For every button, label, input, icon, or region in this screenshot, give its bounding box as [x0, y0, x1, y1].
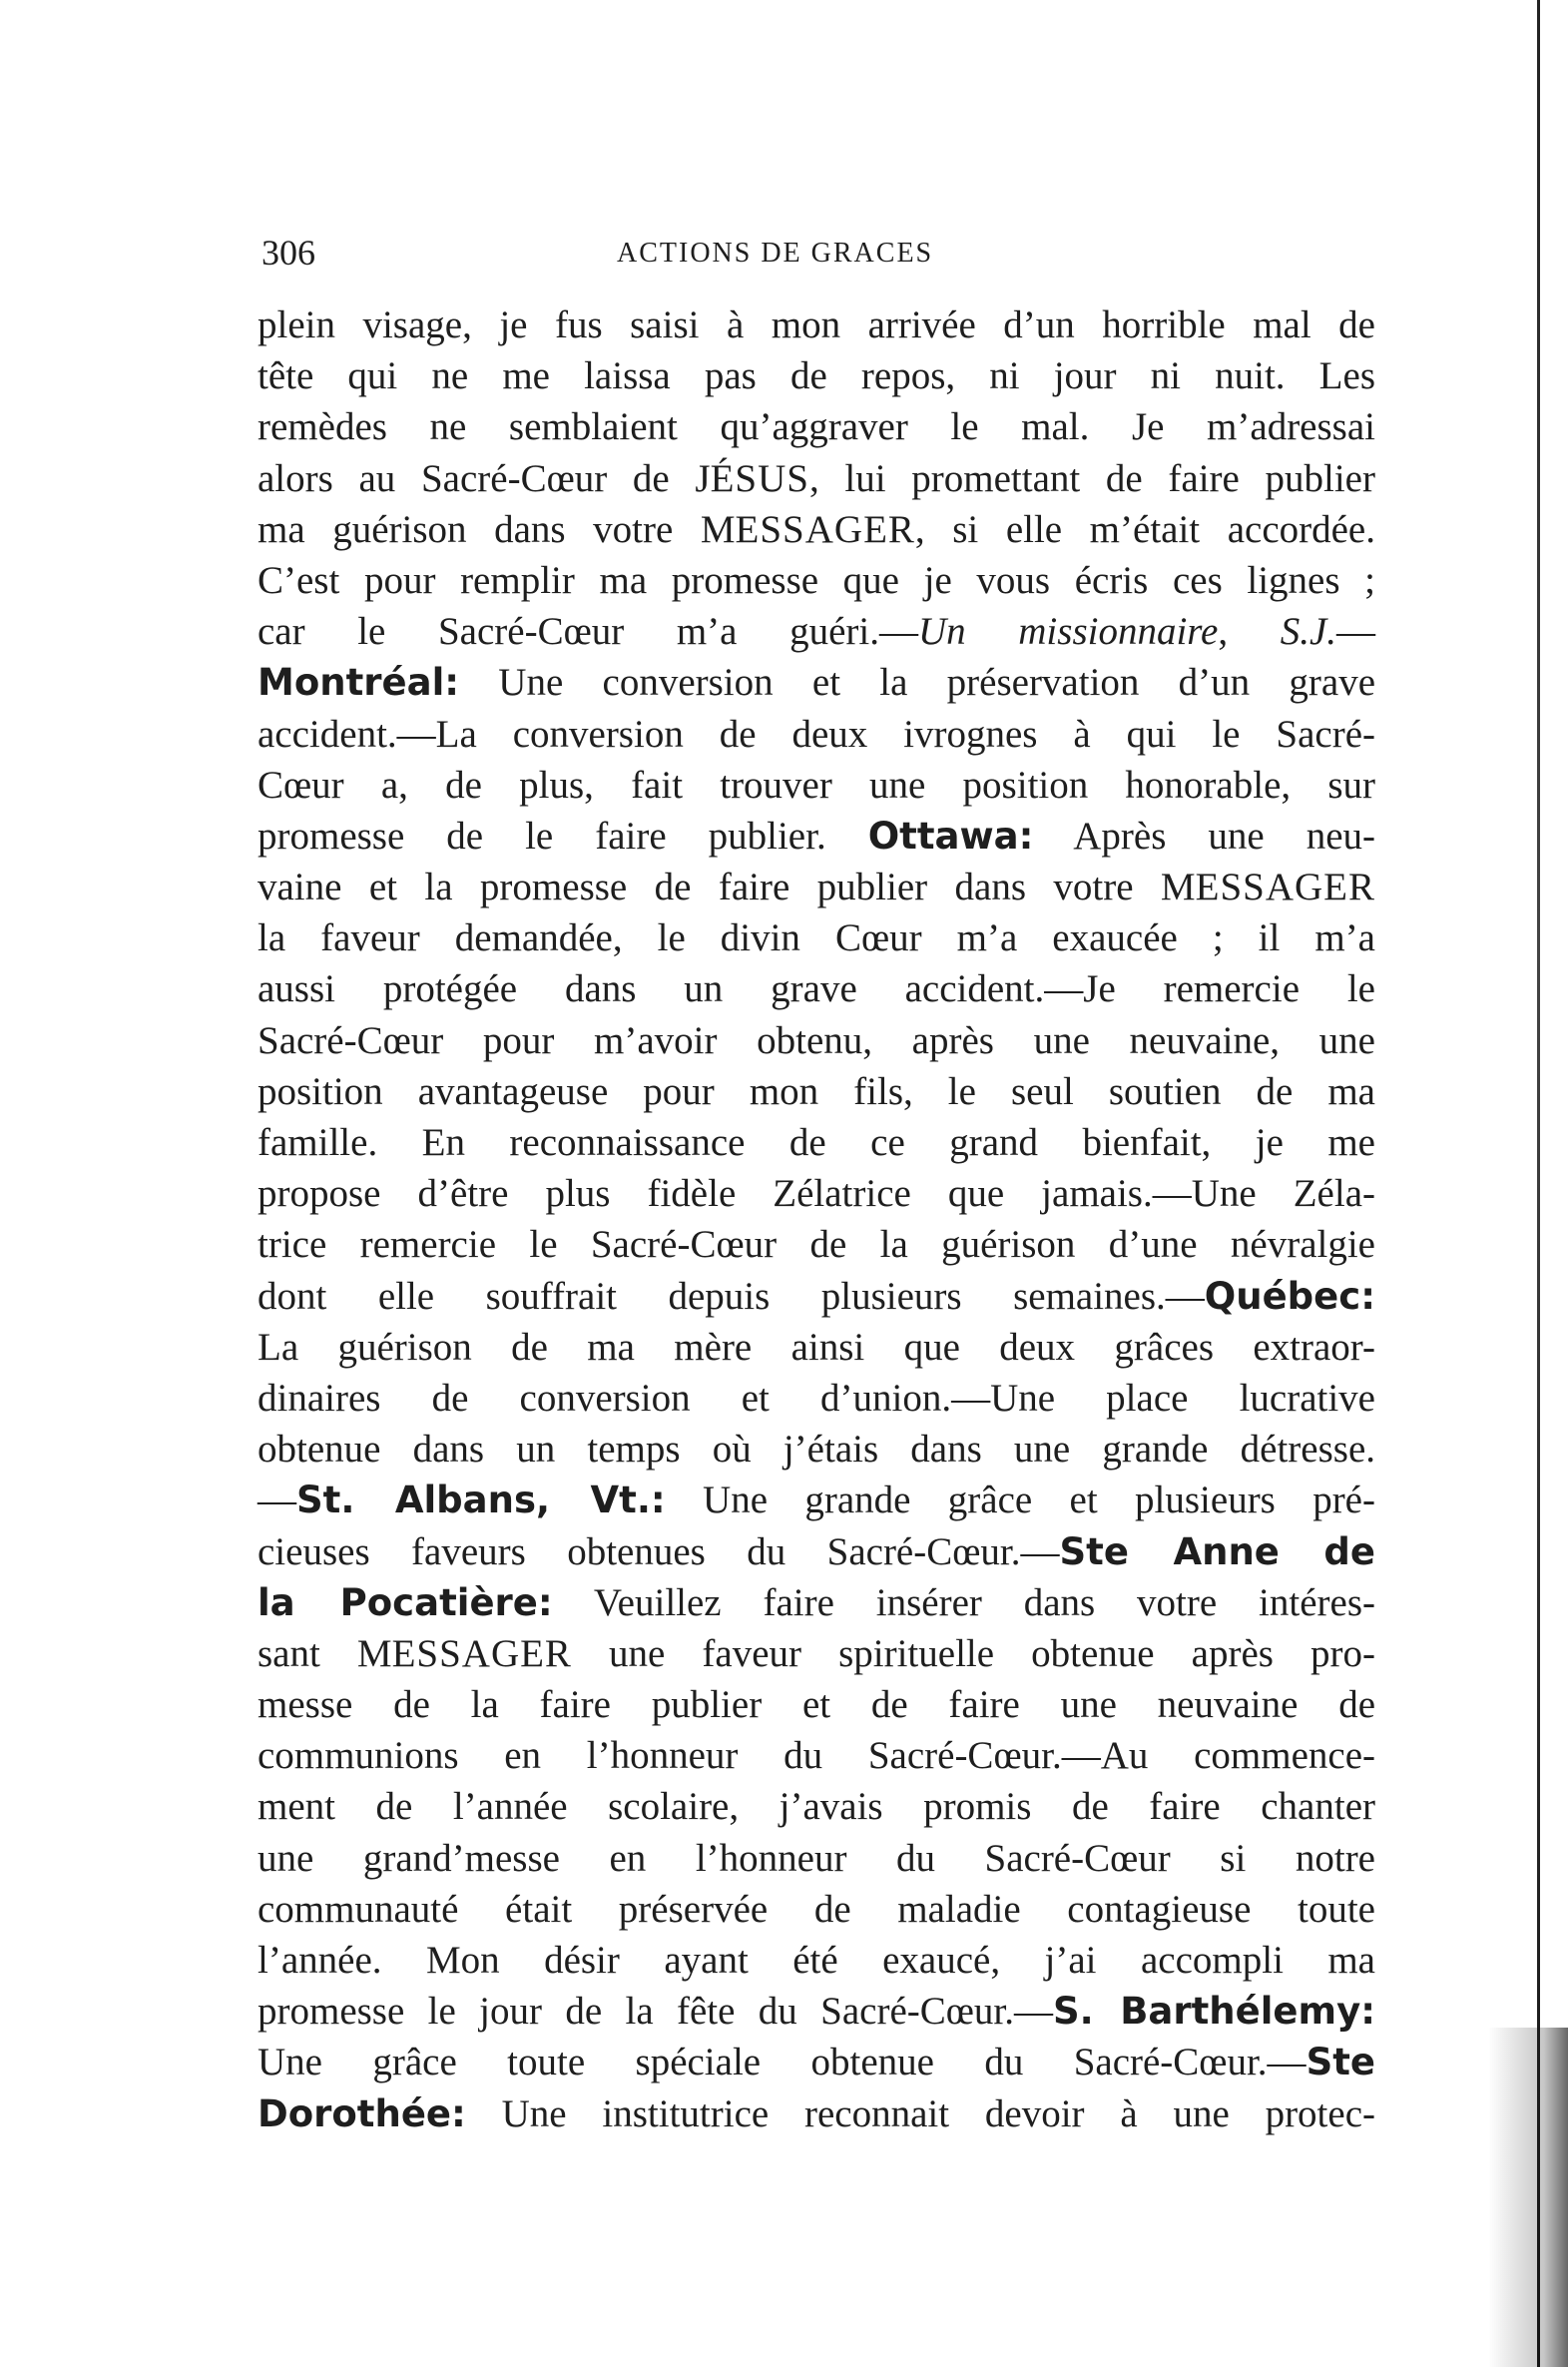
text-line: famille. En reconnaissance de ce grand bienfait, je me [258, 1121, 1375, 1164]
text-line: position avantageuse pour mon fils, le seul soutien de ma [258, 1069, 1375, 1113]
text-line: Une grâce toute spéciale obtenue du Sacré-Cœur.—Ste [258, 2041, 1375, 2084]
page-header [261, 232, 1379, 282]
place-heading: St. Albans, Vt.: [296, 1479, 666, 1522]
text-line: ment de l’année scolaire, j’avais promis de faire chanter [258, 1785, 1375, 1829]
page-edge [1537, 0, 1540, 2367]
page-number: 306 [261, 233, 315, 273]
text-line: plein visage, je fus saisi à mon arrivée d’un horrible mal de [258, 303, 1375, 346]
text-line: accident.—La conversion de deux ivrognes à qui le Sacré- [258, 712, 1375, 756]
text-line: messe de la faire publier et de faire une neuvaine de [258, 1683, 1375, 1727]
text-line: La guérison de ma mère ainsi que deux grâces extraor- [258, 1325, 1375, 1369]
text-line: trice remercie le Sacré-Cœur de la guérison d’une névralgie [258, 1223, 1375, 1267]
text-line: propose d’être plus fidèle Zélatrice que jamais.—Une Zéla- [258, 1172, 1375, 1216]
text-line: tête qui ne me laissa pas de repos, ni jour ni nuit. Les [258, 354, 1375, 398]
text-line: promesse le jour de la fête du Sacré-Cœur.—S. Barthélemy: [258, 1990, 1375, 2034]
text-line: —St. Albans, Vt.: Une grande grâce et plusieurs pré- [258, 1479, 1375, 1522]
running-title: ACTIONS DE GRACES [617, 238, 934, 269]
text-line: l’année. Mon désir ayant été exaucé, j’ai accompli ma [258, 1939, 1375, 1982]
text-line: ma guérison dans votre MESSAGER, si elle m’était accordée. [258, 507, 1375, 551]
page-edge-shadow [1488, 2028, 1568, 2367]
text-line: alors au Sacré-Cœur de JÉSUS, lui promettant de faire publier [258, 456, 1375, 500]
text-line: remèdes ne semblaient qu’aggraver le mal. Je m’adressai [258, 405, 1375, 449]
text-line: cieuses faveurs obtenues du Sacré-Cœur.—Ste Anne de [258, 1529, 1375, 1573]
text-line: la Pocatière: Veuillez faire insérer dans votre intéres- [258, 1580, 1375, 1624]
body-text [258, 299, 1375, 2139]
place-heading: Ste [1306, 2041, 1375, 2084]
text-line: Montréal: Une conversion et la préservation d’un grave [258, 661, 1375, 705]
place-heading: S. Barthélemy: [1053, 1990, 1375, 2034]
text-line: Cœur a, de plus, fait trouver une position honorable, sur [258, 763, 1375, 807]
text-line: Sacré-Cœur pour m’avoir obtenu, après une neuvaine, une [258, 1018, 1375, 1062]
place-heading: Ottawa: [867, 814, 1034, 858]
text-line: vaine et la promesse de faire publier dans votre MESSAGER [258, 866, 1375, 909]
text-line: obtenue dans un temps où j’étais dans une grande détresse. [258, 1428, 1375, 1472]
text-line: une grand’messe en l’honneur du Sacré-Cœur si notre [258, 1836, 1375, 1880]
text-line: promesse de le faire publier. Ottawa: Après une neu- [258, 814, 1375, 858]
place-heading: Québec: [1204, 1274, 1375, 1318]
text-line: car le Sacré-Cœur m’a guéri.—Un missionnaire, S.J.— [258, 610, 1376, 654]
place-heading: Montréal: [258, 661, 460, 705]
text-line: aussi protégée dans un grave accident.—Je remercie le [258, 967, 1375, 1011]
text-line: communions en l’honneur du Sacré-Cœur.—Au commence- [258, 1734, 1375, 1778]
text-line: Dorothée: Une institutrice reconnait devoir à une protec- [258, 2091, 1375, 2135]
text-line: C’est pour remplir ma promesse que je vous écris ces lignes ; [258, 558, 1375, 602]
text-line: dinaires de conversion et d’union.—Une place lucrative [258, 1376, 1375, 1420]
place-heading: Ste Anne de [1059, 1529, 1375, 1573]
text-line: communauté était préservée de maladie contagieuse toute [258, 1887, 1375, 1931]
text-line: la faveur demandée, le divin Cœur m’a exaucée ; il m’a [258, 916, 1375, 960]
text-line: dont elle souffrait depuis plusieurs semaines.—Québec: [258, 1274, 1375, 1318]
place-heading: la Pocatière: [258, 1580, 553, 1624]
text-line: sant MESSAGER une faveur spirituelle obtenue après pro- [258, 1631, 1375, 1675]
place-heading: Dorothée: [258, 2091, 466, 2135]
